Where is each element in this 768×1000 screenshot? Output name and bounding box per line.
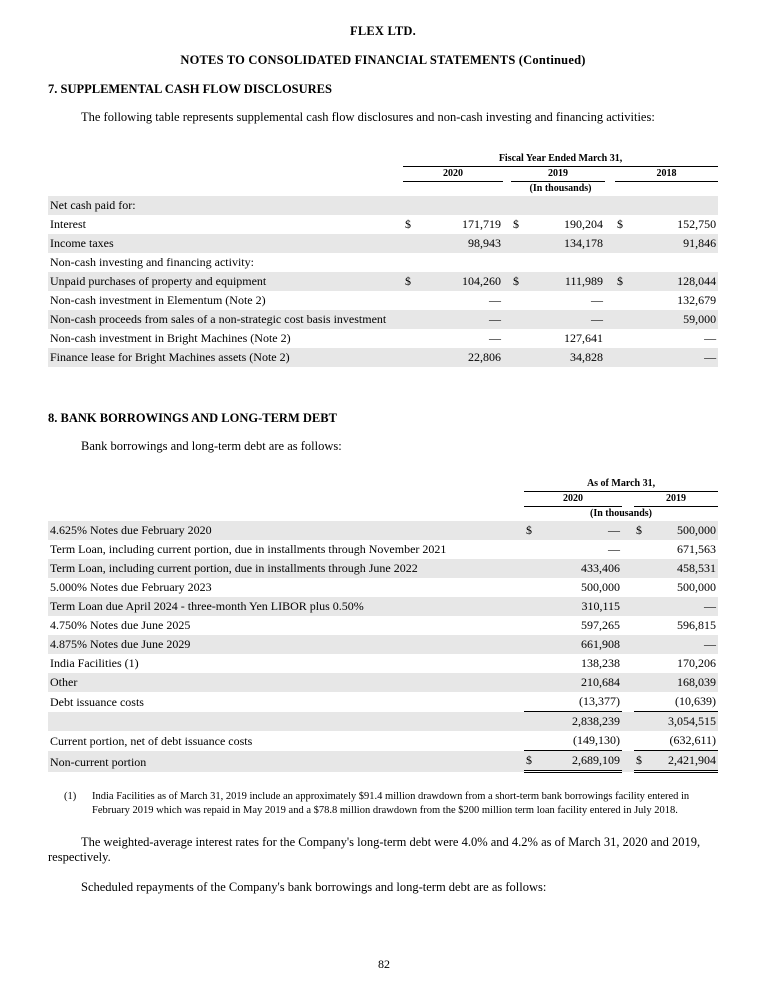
table-row	[48, 291, 718, 310]
year-header-row	[48, 492, 718, 507]
row-label: Non-current portion	[48, 751, 524, 772]
table-row	[48, 521, 718, 540]
row-label: India Facilities (1)	[50, 656, 139, 670]
value-cell: 458,531	[650, 559, 718, 578]
value-cell: 661,908	[542, 635, 622, 654]
section-7-heading: 7. SUPPLEMENTAL CASH FLOW DISCLOSURES	[48, 82, 332, 96]
year-column-header: 2019	[511, 167, 605, 182]
value-cell: 138,238	[581, 656, 620, 670]
value-cell: 132,679	[677, 293, 717, 307]
table-row	[48, 578, 718, 597]
currency-cell: $	[403, 272, 421, 291]
year-column-header: 2019	[634, 492, 718, 507]
table-row	[48, 272, 718, 291]
value-cell: —	[529, 310, 605, 329]
page-number: 82	[378, 957, 390, 971]
table-row	[48, 215, 718, 234]
value-cell: —	[489, 293, 501, 307]
value-cell: 310,115	[542, 597, 622, 616]
currency-cell: $	[617, 217, 623, 231]
value-cell: 597,265	[581, 618, 620, 632]
value-cell: —	[704, 331, 717, 345]
value-cell: 210,684	[542, 673, 622, 692]
section-8-intro: Bank borrowings and long-term debt are as follows:	[81, 439, 342, 453]
row-label: Net cash paid for:	[48, 196, 718, 215]
table-row	[48, 731, 718, 751]
value-cell: —	[650, 635, 718, 654]
value-cell: 596,815	[677, 618, 717, 632]
row-label	[48, 712, 524, 732]
table-row	[48, 654, 718, 673]
value-cell: 59,000	[633, 310, 718, 329]
row-label: 4.875% Notes due June 2029	[48, 635, 524, 654]
value-cell: 134,178	[529, 234, 605, 253]
value-cell: —	[608, 542, 620, 556]
table-row	[48, 559, 718, 578]
table-row	[48, 616, 718, 635]
currency-cell: $	[634, 751, 650, 772]
table-row	[48, 692, 718, 712]
currency-cell: $	[524, 751, 542, 772]
value-cell: 152,750	[677, 217, 717, 231]
table-row	[48, 635, 718, 654]
value-cell: —	[591, 293, 603, 307]
year-column-header: 2020	[524, 492, 622, 507]
row-label: Finance lease for Bright Machines assets (Note 2)	[48, 348, 403, 367]
table-row	[48, 751, 718, 772]
value-cell: 2,689,109	[542, 751, 622, 772]
cashflow-table	[48, 152, 718, 367]
currency-cell: $	[511, 272, 529, 291]
year-header-row	[48, 167, 718, 182]
value-cell: 91,846	[633, 234, 718, 253]
value-cell: (149,130)	[542, 731, 622, 751]
table-row	[48, 234, 718, 253]
row-label: 5.000% Notes due February 2023	[50, 580, 212, 594]
weighted-average-paragraph: The weighted-average interest rates for the Company's long-term debt were 4.0% and 4.2% as of March 31, 2020 and 2019, respectively.	[48, 835, 701, 864]
asof-span-header: As of March 31,	[524, 477, 718, 492]
row-label: 4.750% Notes due June 2025	[50, 618, 191, 632]
fiscal-year-span-header: Fiscal Year Ended March 31,	[403, 152, 718, 167]
value-cell: 22,806	[421, 348, 503, 367]
table-row	[48, 540, 718, 559]
table-header-row	[48, 152, 718, 167]
value-cell: 2,838,239	[542, 712, 622, 732]
units-header-row	[48, 182, 718, 197]
year-column-header: 2020	[403, 167, 503, 182]
units-label: (In thousands)	[590, 508, 652, 519]
footnote	[48, 790, 716, 817]
row-label: Non-cash proceeds from sales of a non-strategic cost basis investment	[48, 310, 403, 329]
row-label: Unpaid purchases of property and equipment	[48, 272, 403, 291]
value-cell: 500,000	[677, 580, 717, 594]
row-label: Other	[48, 673, 524, 692]
value-cell: (13,377)	[542, 692, 622, 712]
value-cell: 671,563	[677, 542, 717, 556]
row-label: Current portion, net of debt issuance costs	[50, 733, 253, 748]
currency-cell: $	[615, 272, 633, 291]
table-row	[48, 673, 718, 692]
row-label: Term Loan due April 2024 - three-month Yen LIBOR plus 0.50%	[48, 597, 524, 616]
table-row	[48, 597, 718, 616]
scheduled-repayments-paragraph: Scheduled repayments of the Company's bank borrowings and long-term debt are as follows:	[81, 880, 547, 894]
row-label: Non-cash investment in Elementum (Note 2)	[50, 293, 266, 307]
currency-cell: $	[524, 521, 542, 540]
year-column-header: 2018	[615, 167, 718, 182]
table-row	[48, 310, 718, 329]
footnote-text: India Facilities as of March 31, 2019 include an approximately $91.4 million drawdown from a short-term bank borrowings facility entered in February 2019 which was repaid in May 2019 and a $78.8 million drawdown from the $200 million term loan facility entered in July 2018.	[92, 791, 690, 816]
value-cell: 128,044	[633, 272, 718, 291]
row-label: Interest	[50, 217, 86, 231]
units-header-row	[48, 507, 718, 522]
value-cell: (632,611)	[650, 731, 718, 751]
value-cell: —	[542, 521, 622, 540]
table-header-row	[48, 477, 718, 492]
company-title: FLEX LTD.	[350, 24, 416, 38]
table-row	[48, 196, 718, 215]
section-7-intro: The following table represents supplemental cash flow disclosures and non-cash investing and financing activities:	[81, 110, 655, 124]
row-label: Term Loan, including current portion, due in installments through November 2021	[50, 542, 447, 556]
row-label: Income taxes	[48, 234, 403, 253]
row-label: Debt issuance costs	[50, 694, 144, 709]
value-cell: 170,206	[677, 656, 717, 670]
value-cell: 168,039	[650, 673, 718, 692]
debt-table	[48, 477, 718, 773]
row-label: Term Loan, including current portion, due in installments through June 2022	[48, 559, 524, 578]
value-cell: 98,943	[421, 234, 503, 253]
value-cell: 34,828	[529, 348, 605, 367]
value-cell: —	[650, 597, 718, 616]
value-cell: 127,641	[564, 331, 603, 345]
value-cell: 190,204	[564, 217, 603, 231]
row-label: Non-cash investing and financing activity:	[50, 255, 254, 269]
table-row	[48, 253, 718, 272]
row-label: Non-cash investment in Bright Machines (Note 2)	[50, 331, 291, 345]
section-8-heading: 8. BANK BORROWINGS AND LONG-TERM DEBT	[48, 411, 337, 425]
table-row	[48, 329, 718, 348]
value-cell: (10,639)	[650, 692, 718, 712]
value-cell: 433,406	[542, 559, 622, 578]
currency-cell: $	[405, 217, 411, 231]
table-row	[48, 348, 718, 367]
value-cell: 3,054,515	[650, 712, 718, 732]
value-cell: 500,000	[650, 521, 718, 540]
value-cell: 104,260	[421, 272, 503, 291]
table-row	[48, 712, 718, 732]
footnote-marker: (1)	[64, 791, 77, 802]
value-cell: 2,421,904	[650, 751, 718, 772]
row-label: 4.625% Notes due February 2020	[48, 521, 524, 540]
doc-title: NOTES TO CONSOLIDATED FINANCIAL STATEMENTS (Continued)	[180, 53, 586, 67]
value-cell: 171,719	[462, 217, 501, 231]
value-cell: —	[421, 310, 503, 329]
units-label: (In thousands)	[529, 183, 592, 194]
value-cell: —	[489, 331, 501, 345]
currency-cell: $	[513, 217, 519, 231]
value-cell: 111,989	[529, 272, 605, 291]
value-cell: —	[633, 348, 718, 367]
value-cell: 500,000	[581, 580, 620, 594]
currency-cell: $	[634, 521, 650, 540]
